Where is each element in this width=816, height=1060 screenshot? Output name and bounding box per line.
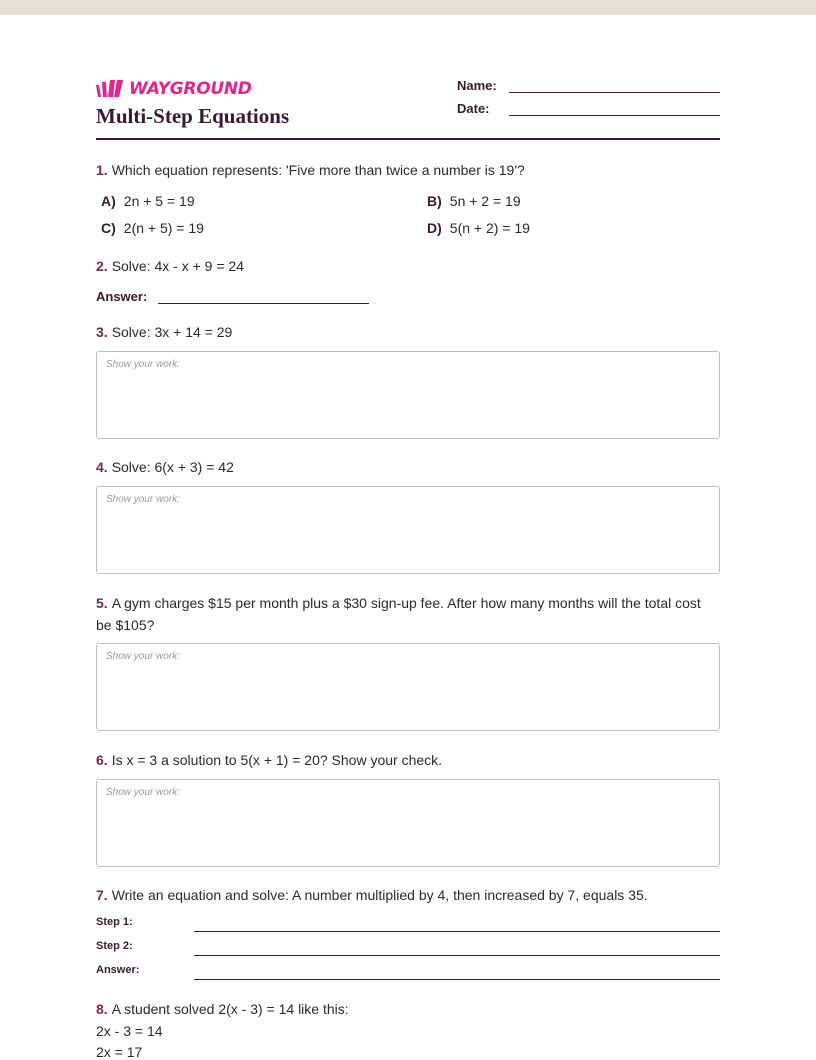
work-hint: Show your work:: [106, 494, 180, 505]
option-text: 2n + 5 = 19: [123, 193, 195, 209]
question-text: A student solved 2(x - 3) = 14 like this:: [111, 1001, 349, 1017]
question-number: 8.: [96, 1001, 108, 1017]
question-text: Write an equation and solve: A number multiplied by 4, then increased by 7, equals 35.: [111, 887, 648, 903]
work-hint: Show your work:: [106, 359, 180, 370]
name-input-line[interactable]: [509, 78, 720, 93]
work-area[interactable]: [96, 779, 720, 867]
option-d[interactable]: [427, 220, 530, 236]
work-area[interactable]: [96, 643, 720, 731]
worksheet-header: [96, 76, 720, 140]
question-text: Solve: 6(x + 3) = 42: [111, 459, 234, 475]
student-work-line: 2x - 3 = 14: [96, 1023, 163, 1039]
answer-input-line[interactable]: [158, 284, 369, 304]
option-a[interactable]: [101, 193, 195, 209]
student-work-line: 2x = 17: [96, 1044, 143, 1060]
step-2-label: Step 2:: [96, 940, 133, 952]
page-top-bar: [0, 0, 816, 15]
answer-label: Answer:: [96, 289, 148, 304]
question-4: [96, 456, 720, 478]
work-area[interactable]: [96, 351, 720, 439]
option-text: 5(n + 2) = 19: [449, 220, 530, 236]
date-field: [457, 101, 720, 116]
option-text: 5n + 2 = 19: [449, 193, 521, 209]
option-c[interactable]: [101, 220, 204, 236]
step-2-input-line[interactable]: [194, 955, 720, 956]
answer-label: Answer:: [96, 964, 140, 976]
question-text: Which equation represents: 'Five more than twice a number is 19'?: [111, 162, 525, 178]
question-2: [96, 255, 720, 277]
worksheet-title: Multi-Step Equations: [96, 104, 290, 128]
question-6: [96, 749, 720, 771]
question-7: [96, 884, 720, 906]
date-label: Date:: [457, 101, 490, 116]
step-1-input-line[interactable]: [194, 931, 720, 932]
step-1-label: Step 1:: [96, 916, 133, 928]
question-text: Is x = 3 a solution to 5(x + 1) = 20? Show your check.: [111, 752, 443, 768]
date-input-line[interactable]: [509, 101, 720, 116]
question-number: 1.: [96, 162, 108, 178]
question-3: [96, 321, 720, 343]
name-label: Name:: [457, 78, 497, 93]
step-1-row: [96, 914, 720, 932]
question-text: A gym charges $15 per month plus a $30 sign-up fee. After how many months will the total cost be $105?: [96, 595, 701, 633]
question-5: [96, 592, 720, 636]
option-letter: D): [427, 220, 442, 236]
wayground-logo-icon: [96, 80, 124, 98]
question-8: [96, 998, 720, 1020]
work-hint: Show your work:: [106, 787, 180, 798]
option-text: 2(n + 5) = 19: [123, 220, 204, 236]
option-letter: C): [101, 220, 116, 236]
work-hint: Show your work:: [106, 651, 180, 662]
name-field: [457, 78, 720, 93]
option-b[interactable]: [427, 193, 521, 209]
question-text: Solve: 3x + 14 = 29: [111, 324, 233, 340]
question-1: [96, 159, 720, 181]
question-text: Solve: 4x - x + 9 = 24: [111, 258, 244, 274]
question-number: 3.: [96, 324, 108, 340]
option-letter: B): [427, 193, 442, 209]
answer-input-line[interactable]: [194, 979, 720, 980]
answer-row: [96, 284, 369, 304]
question-number: 5.: [96, 595, 108, 611]
option-letter: A): [101, 193, 116, 209]
step-2-row: [96, 938, 720, 956]
brand-name: WAYGROUND: [129, 79, 252, 99]
worksheet-page: [96, 76, 720, 1060]
work-area[interactable]: [96, 486, 720, 574]
question-number: 6.: [96, 752, 108, 768]
question-number: 7.: [96, 887, 108, 903]
question-number: 2.: [96, 258, 108, 274]
question-number: 4.: [96, 459, 108, 475]
brand-logo: [96, 79, 252, 99]
answer-row: [96, 962, 720, 980]
